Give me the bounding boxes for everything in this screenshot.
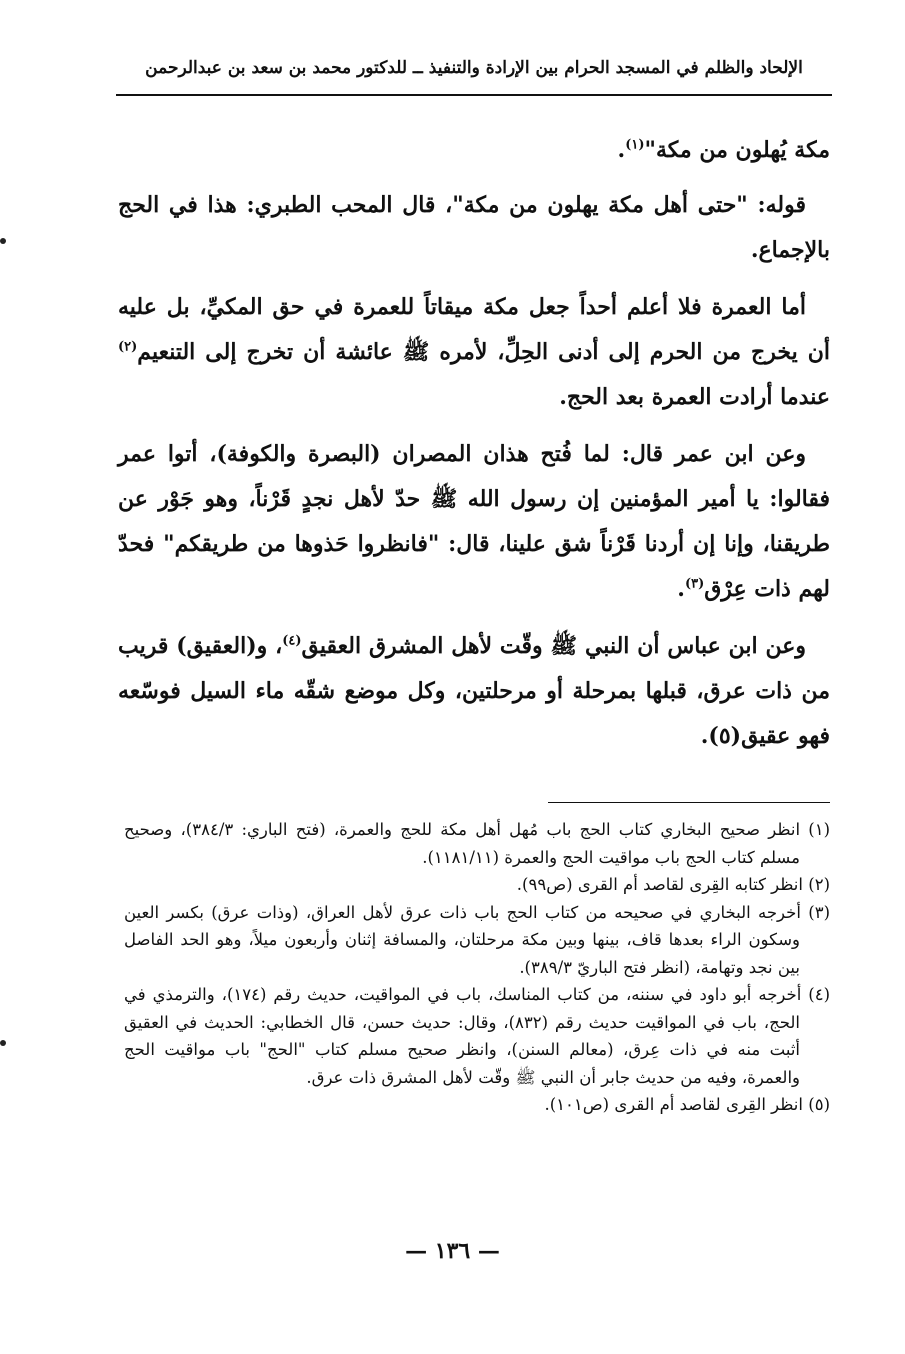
margin-speck <box>0 1040 6 1046</box>
footnote-3: (٣) أخرجه البخاري في صحيحه من كتاب الحج باب ذات عرق لأهل العراق، (وذات عرق) بكسر العين وسكون الراء بعدها قاف، بينها وبين مكة مرحلتان، والمسافة إثنان وأربعون ميلاً، وهو الحد الفاصل بين نجد وتهامة، (انظر فتح الباريّ ٣٨٩/٣). <box>124 902 830 977</box>
footnote-2: (٢) انظر كتابه القِرى لقاصد أم القرى (ص٩٩). <box>516 875 830 894</box>
footnote-ref-2[interactable]: (٢) <box>118 339 138 355</box>
footnote-1: (١) انظر صحيح البخاري كتاب الحج باب مُهل أهل مكة للحج والعمرة، (فتح الباري: ٣٨٤/٣)، وصحيح مسلم كتاب الحج باب مواقيت الحج والعمرة (١١٨١/١١). <box>124 820 830 867</box>
margin-speck <box>0 238 6 244</box>
footnotes <box>124 816 830 1119</box>
header-rule <box>116 94 832 96</box>
footnote-5: (٥) انظر القِرى لقاصد أم القرى (ص١٠١). <box>544 1095 830 1114</box>
footnote-separator <box>548 802 830 803</box>
footnote-ref-4[interactable]: (٤) <box>282 633 302 649</box>
footnote-ref-3[interactable]: (٣) <box>684 576 705 592</box>
paragraph-4: وعن ابن عمر قال: لما فُتح هذان المصران (البصرة والكوفة)، أتوا عمر فقالوا: يا أمير المؤمنين إن رسول الله ﷺ حدّ لأهل نجدٍ قَرْناً، وهو جَوْر عن طريقنا، وإنا إن أردنا قَرْناً شق علينا، قال: "فانظروا حَذوها من طريقكم" فحدّ لهم ذات عِرْق$^{(٣)}$. <box>118 441 830 602</box>
footnote-4: (٤) أخرجه أبو داود في سننه، من كتاب المناسك، باب في المواقيت، حديث رقم (١٧٤)، والترمذي في الحج، باب في المواقيت حديث رقم (٨٣٢)، وقال: حديث حسن، قال الخطابي: الحديث في العقيق أثبت منه في ذات عِرق، (معالم السنن)، وانظر صحيح مسلم كتاب "الحج" باب مواقيت الحج والعمرة، وفيه من حديث جابر أن النبي ﷺ وقّت لأهل المشرق ذات عرق. <box>124 985 831 1087</box>
running-header: الإلحاد والظلم في المسجد الحرام بين الإرادة والتنفيذ ــ للدكتور محمد بن سعد بن عبدالرحمن <box>145 58 803 78</box>
footnote-ref-1[interactable]: (١) <box>625 137 645 153</box>
main-text <box>118 128 830 769</box>
page-number: — ١٣٦ — <box>405 1238 500 1264</box>
paragraph-1: مكة يُهلون من مكة"$^{(١)}$. <box>617 137 830 163</box>
paragraph-2: قوله: "حتى أهل مكة يهلون من مكة"، قال المحب الطبري: هذا في الحج بالإجماع. <box>118 192 830 263</box>
paragraph-3: أما العمرة فلا أعلم أحداً جعل مكة ميقاتاً للعمرة في حق المكيِّ، بل عليه أن يخرج من الحرم إلى أدنى الحِلِّ، لأمره ﷺ عائشة أن تخرج إلى التنعيم$^{(٢)}$ عندما أرادت العمرة بعد الحج. <box>118 294 830 410</box>
paragraph-5: وعن ابن عباس أن النبي ﷺ وقّت لأهل المشرق العقيق$^{(٤)}$، و(العقيق) قريب من ذات عرق، قبلها بمرحلة أو مرحلتين، وكل موضع شقّه ماء السيل فوسّعه فهو عقيق(٥). <box>118 633 830 749</box>
